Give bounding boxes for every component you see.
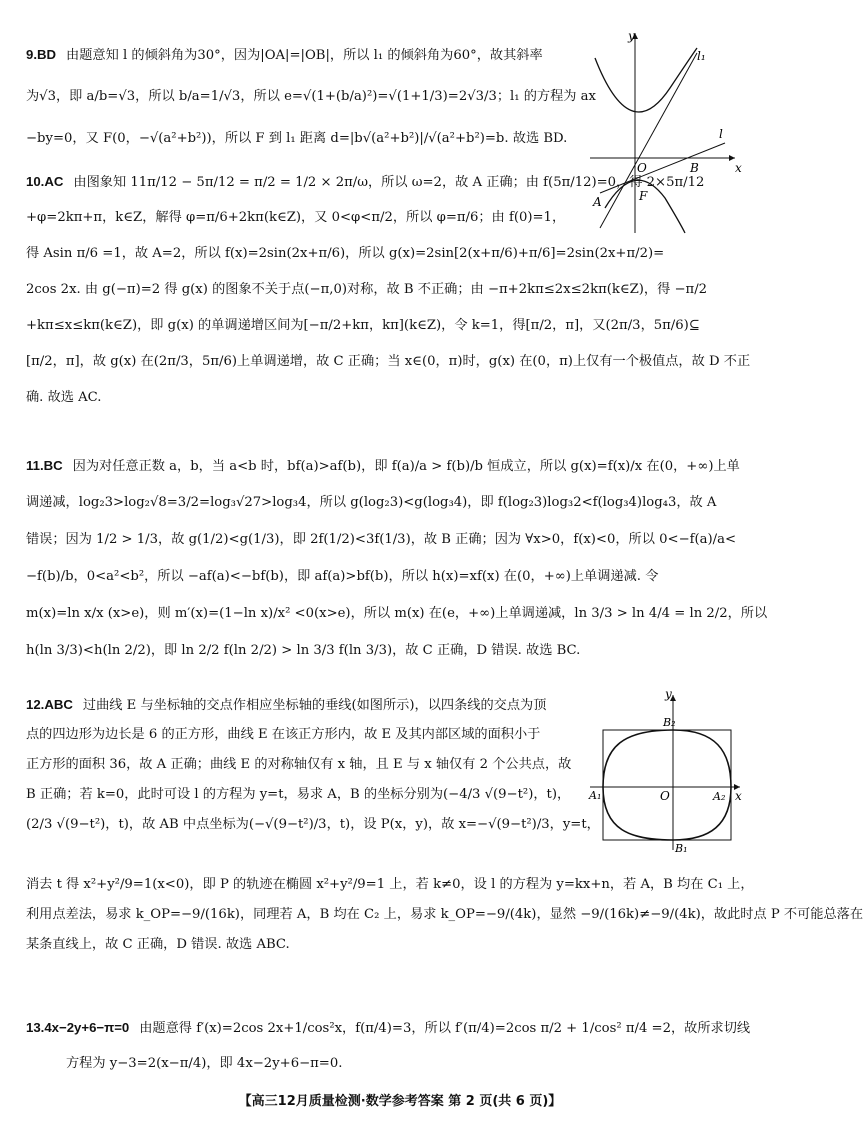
answer-12-line-1: 过曲线 E 与坐标轴的交点作相应坐标轴的垂线(如图所示)，以四条线的交点为顶 (82, 698, 547, 713)
answer-11 (26, 447, 776, 669)
answer-10-line-4: 2cos 2x. 由 g(−π)=2 得 g(x) 的图象不关于点(−π,0)对称，故 B 不正确；由 −π+2kπ≤2x≤2kπ(k∈Z)，得 −π/2 (26, 282, 708, 297)
fig12-y-label: y (665, 687, 672, 701)
fig12-a1-label: A₁ (589, 789, 602, 802)
fig9-origin-label: O (637, 161, 647, 175)
answer-10-line-3: 得 Asin π/6 =1，故 A=2，所以 f(x)=2sin(2x+π/6)，所以 g(x)=2sin[2(x+π/6)+π/6]=2sin(2x+π/2)= (26, 246, 665, 261)
answer-12-line-7: 利用点差法，易求 k_OP=−9/(16k)，同理若 A，B 均在 C₂ 上，易求 k_OP=−9/(4k)，显然 −9/(16k)≠−9/(4k)，故此时点 P 不可能总落在 (26, 907, 863, 922)
fig9-a-label: A (593, 195, 602, 209)
answer-12-line-6: 消去 t 得 x²+y²/9=1(x<0)，即 P 的轨迹在椭圆 x²+y²/9=1 上，若 k≠0，设 l 的方程为 y=kx+n，若 A，B 均在 C₁ 上， (26, 877, 754, 892)
answer-12-line-5: (2/3 √(9−t²)，t)，故 AB 中点坐标为(−√(9−t²)/3，t)，设 P(x，y)，故 x=−√(9−t²)/3，y=t， (26, 817, 600, 832)
answer-11-line-4: −f(b)/b，0<a²<b²，所以 −af(a)<−bf(b)，即 af(a)>bf(b)，所以 h(x)=xf(x) 在(0，+∞)上单调递减. 令 (26, 569, 659, 584)
answer-12-line-3: 正方形的面积 36，故 A 正确；曲线 E 的对称轴仅有 x 轴，且 E 与 x 轴仅有 2 个公共点，故 (26, 757, 572, 772)
fig9-y-label: y (628, 29, 635, 43)
answer-9-number: 9.BD (26, 47, 57, 62)
fig9-b-label: B (690, 161, 699, 175)
curve-square-figure (585, 687, 750, 855)
answer-11-number: 11.BC (26, 458, 63, 473)
answer-10-line-7: 确. 故选 AC. (26, 390, 102, 405)
answer-10 (26, 164, 776, 416)
answer-9 (26, 34, 596, 160)
answer-9-line-3: −by=0，又 F(0，−√(a²+b²))，所以 F 到 l₁ 距离 d=|b√(a²+b²)|/√(a²+b²)=b. 故选 BD. (26, 131, 568, 146)
answer-10-number: 10.AC (26, 174, 64, 189)
answer-10-line-2: +φ=2kπ+π，k∈Z，解得 φ=π/6+2kπ(k∈Z)，又 0<φ<π/2，所以 φ=π/6；由 f(0)=1， (26, 210, 566, 225)
answer-12-number: 12.ABC (26, 697, 73, 712)
answer-13-number: 13.4x−2y+6−π=0 (26, 1020, 130, 1035)
fig12-b2-label: B₂ (663, 716, 676, 729)
fig12-a2-label: A₂ (713, 790, 726, 803)
answer-9-line-2: 为√3，即 a/b=√3，所以 b/a=1/√3，所以 e=√(1+(b/a)²)=√(1+1/3)=2√3/3；l₁ 的方程为 ax (26, 89, 596, 104)
fig9-l-label: l (719, 127, 723, 141)
answer-11-line-6: h(ln 3/3)<h(ln 2/2)，即 ln 2/2 f(ln 2/2) > ln 3/3 f(ln 3/3)，故 C 正确，D 错误. 故选 BC. (26, 643, 581, 658)
answer-12-line-4: B 正确；若 k=0，此时可设 l 的方程为 y=t，易求 A，B 的坐标分别为(−4/3 √(9−t²)，t)， (26, 787, 571, 802)
answer-11-line-2: 调递减，log₂3>log₂√8=3/2=log₃√27>log₃4，所以 g(log₂3)<g(log₃4)，即 f(log₂3)log₃2<f(log₃4)log₄3，故 A (26, 495, 717, 510)
answer-12-line-8: 某条直线上，故 C 正确，D 错误. 故选 ABC. (26, 937, 290, 952)
answer-12-continued (26, 870, 863, 960)
fig9-l1-label: l₁ (697, 49, 706, 63)
answer-9-line-1: 由题意知 l 的倾斜角为30°，因为|OA|=|OB|，所以 l₁ 的倾斜角为60°，故其斜率 (66, 48, 543, 63)
answer-13 (26, 1010, 776, 1082)
fig12-origin-label: O (660, 789, 670, 803)
answer-11-line-3: 错误；因为 1/2 > 1/3，故 g(1/2)<g(1/3)，即 2f(1/2)<3f(1/3)，故 B 正确；因为 ∀x>0，f(x)<0，所以 0<−f(a)/a< (26, 532, 737, 547)
answer-10-line-6: [π/2，π]，故 g(x) 在(2π/3，5π/6)上单调递增，故 C 正确；当 x∈(0，π)时，g(x) 在(0，π)上仅有一个极值点，故 D 不正 (26, 354, 751, 369)
answer-10-line-1: 由图象知 11π/12 − 5π/12 = π/2 = 1/2 × 2π/ω，所以 ω=2，故 A 正确；由 f(5π/12)=0，得 2×5π/12 (73, 175, 705, 190)
answer-10-line-5: +kπ≤x≤kπ(k∈Z)，即 g(x) 的单调递增区间为[−π/2+kπ，kπ](k∈Z)，令 k=1，得[π/2，π]，又(2π/3，5π/6)⊆ (26, 318, 700, 333)
answer-13-line-1: 由题意得 f′(x)=2cos 2x+1/cos²x，f(π/4)=3，所以 f′(π/4)=2cos π/2 + 1/cos² π/4 =2，故所求切线 (139, 1021, 751, 1036)
fig9-f-label: F (639, 189, 648, 203)
answer-13-line-2: 方程为 y−3=2(x−π/4)，即 4x−2y+6−π=0. (66, 1056, 343, 1071)
answer-12-line-2: 点的四边形为边长是 6 的正方形，曲线 E 在该正方形内，故 E 及其内部区域的面积小于 (26, 727, 541, 742)
page-footer: 【高三12月质量检测·数学参考答案 第 2 页(共 6 页)】 (238, 1094, 562, 1109)
answer-11-line-1: 因为对任意正数 a，b，当 a<b 时，bf(a)>af(b)，即 f(a)/a > f(b)/b 恒成立，所以 g(x)=f(x)/x 在(0，+∞)上单 (72, 459, 740, 474)
fig9-x-label: x (735, 161, 742, 175)
fig12-b1-label: B₁ (675, 842, 688, 855)
fig12-x-label: x (735, 789, 742, 803)
answer-11-line-5: m(x)=ln x/x (x>e)，则 m′(x)=(1−ln x)/x² <0(x>e)，所以 m(x) 在(e，+∞)上单调递减，ln 3/3 > ln 4/4 = ln 2/2，所以 (26, 606, 768, 621)
